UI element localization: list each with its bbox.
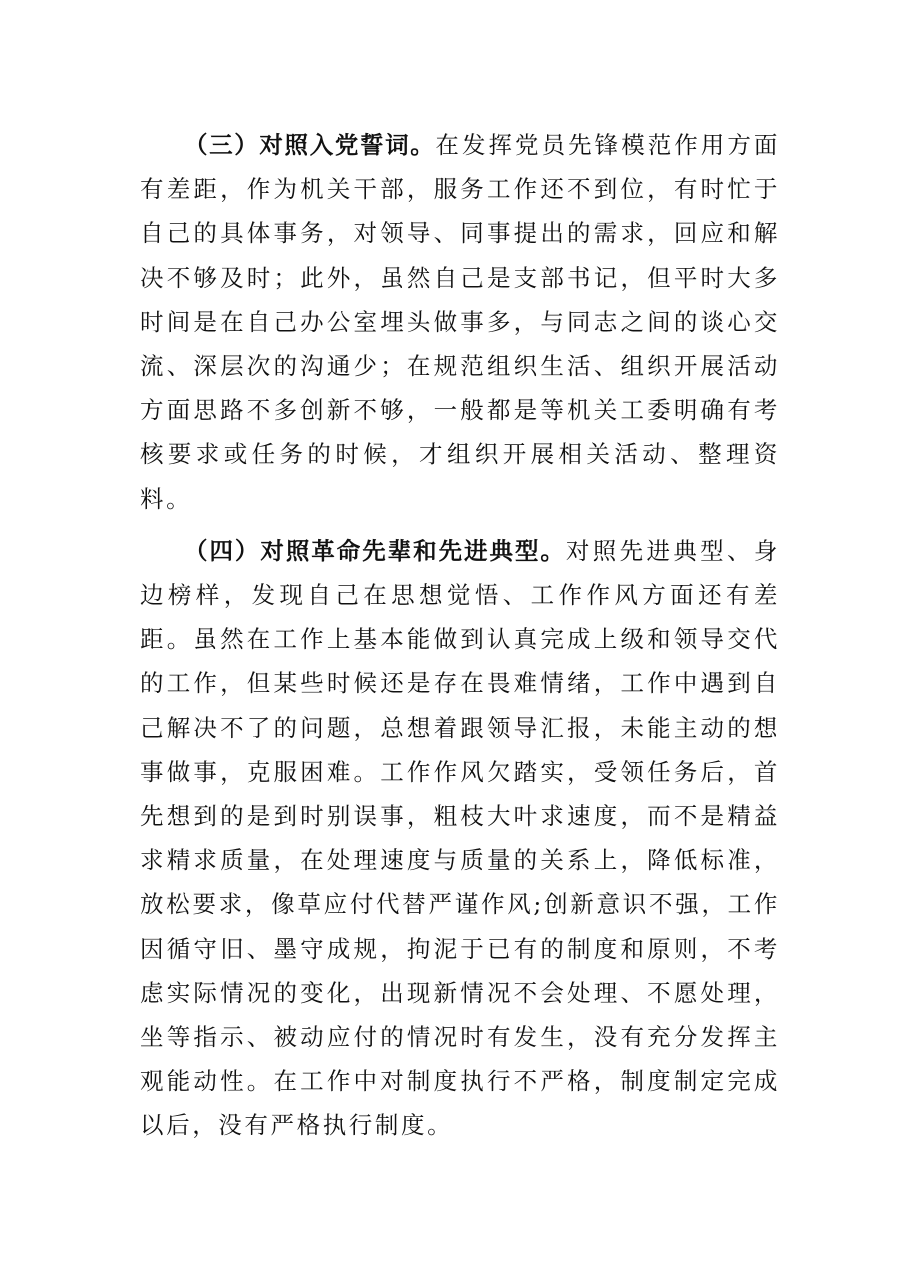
document-page xyxy=(140,123,780,1148)
section-body-3: 在发挥党员先锋模范作用方面有差距，作为机关干部，服务工作还不到位，有时忙于自己的具体事务，对领导、同事提出的需求，回应和解决不够及时；此外，虽然自己是支部书记，但平时大多时间是在自己办公室埋头做事多，与同志之间的谈心交流、深层次的沟通少；在规范组织生活、组织开展活动方面思路不多创新不够，一般都是等机关工委明确有考核要求或任务的时候，才组织开展相关活动、整理资料。 xyxy=(140,131,780,513)
section-paragraph-4 xyxy=(140,529,780,1148)
section-body-4: 对照先进典型、身边榜样，发现自己在思想觉悟、工作作风方面还有差距。虽然在工作上基本能做到认真完成上级和领导交代的工作，但某些时候还是存在畏难情绪，工作中遇到自己解决不了的问题，总想着跟领导汇报，未能主动的想事做事，克服困难。工作作风欠踏实，受领任务后，首先想到的是到时别误事，粗枝大叶求速度，而不是精益求精求质量，在处理速度与质量的关系上，降低标准，放松要求，像草应付代替严谨作风;创新意识不强，工作因循守旧、墨守成规，拘泥于已有的制度和原则，不考虑实际情况的变化，出现新情况不会处理、不愿处理，坐等指示、被动应付的情况时有发生，没有充分发挥主观能动性。在工作中对制度执行不严格，制度制定完成以后，没有严格执行制度。 xyxy=(140,536,781,1140)
section-paragraph-3 xyxy=(140,123,780,521)
section-heading-3: （三）对照入党誓词。 xyxy=(184,131,436,159)
section-heading-4: （四）对照革命先辈和先进典型。 xyxy=(184,536,566,565)
